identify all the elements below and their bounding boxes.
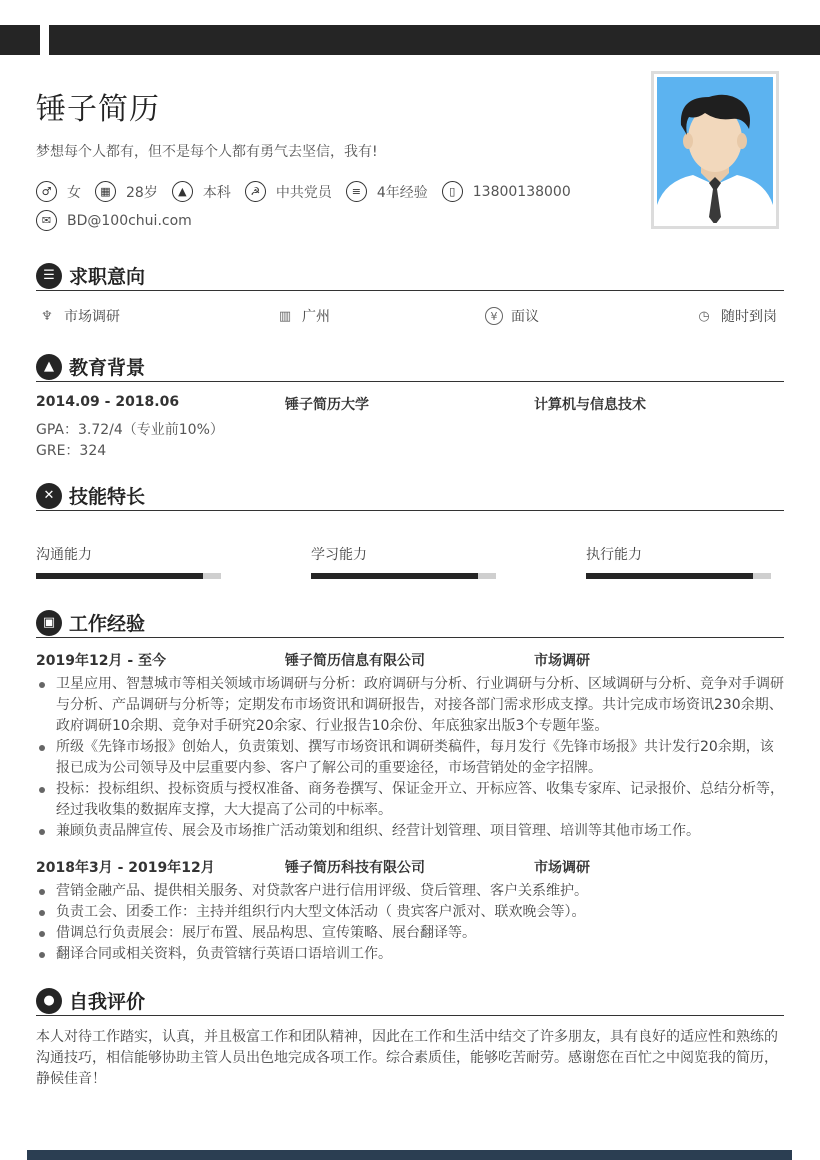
section-intent <box>36 261 784 291</box>
skill-fill <box>36 573 203 579</box>
building-icon: ▥ <box>278 308 292 324</box>
party-emblem-icon: ☭ <box>245 181 266 202</box>
work-period: 2019年12月 - 至今 <box>36 653 167 669</box>
section-work-title: 工作经验 <box>69 613 146 635</box>
section-intent-title: 求职意向 <box>69 266 146 288</box>
skill-bar <box>311 573 496 579</box>
work-role: 市场调研 <box>534 653 590 669</box>
person-icon: ● <box>36 988 62 1014</box>
info-phone <box>442 181 571 202</box>
section-skills-title: 技能特长 <box>69 486 146 508</box>
info-phone-text: 13800138000 <box>472 183 571 200</box>
intent-salary <box>485 306 539 326</box>
skill-bar <box>586 573 771 579</box>
info-email-text: BD@100chui.com <box>67 212 192 229</box>
education-major: 计算机与信息技术 <box>534 397 646 413</box>
calendar-icon: ▦ <box>95 181 116 202</box>
personal-info-row <box>36 181 585 202</box>
info-degree <box>172 181 231 202</box>
skill-label: 学习能力 <box>311 547 367 563</box>
intent-position <box>38 306 120 326</box>
work-duties-list <box>36 881 786 965</box>
toolbox-icon: ▣ <box>36 610 62 636</box>
avatar-illustration <box>657 77 773 223</box>
info-party-text: 中共党员 <box>275 184 332 201</box>
section-skills <box>36 481 784 511</box>
skill-label: 沟通能力 <box>36 547 92 563</box>
list-item: 卫星应用、智慧城市等相关领域市场调研与分析：政府调研与分析、行业调研与分析、区域调研与分析、竞争对手调研与分析、产品调研与分析等；定期发布市场资讯和调研报告，对接各部门需求形成支撑。共计完成市场资讯230余期、政府调研10余期、竞争对手研究20余家、行业报告10余份、年底独家出版3个专题年鉴。 <box>36 674 786 737</box>
top-bar-right <box>49 25 820 55</box>
gender-icon: ♂ <box>36 181 57 202</box>
list-item: 营销金融产品、提供相关服务、对贷款客户进行信用评级、贷后管理、客户关系维护。 <box>36 881 786 902</box>
motto-text: 梦想每个人都有，但不是每个人都有勇气去坚信，我有! <box>36 144 378 160</box>
intent-city <box>276 306 330 326</box>
work-company: 锤子简历科技有限公司 <box>285 860 425 876</box>
skill-label: 执行能力 <box>586 547 642 563</box>
email-row <box>36 210 206 231</box>
tools-icon: ✕ <box>36 483 62 509</box>
info-degree-text: 本科 <box>202 184 231 201</box>
info-gender-text: 女 <box>67 184 81 201</box>
intent-arrival-text: 随时到岗 <box>721 309 777 325</box>
clock-icon: ◷ <box>698 308 710 324</box>
skill-bar <box>36 573 221 579</box>
info-experience-text: 4年经验 <box>376 184 428 201</box>
skill-fill <box>586 573 753 579</box>
document-icon: ≡ <box>346 181 367 202</box>
email-icon: ✉ <box>36 210 57 231</box>
info-experience <box>346 181 428 202</box>
briefcase-icon: ☰ <box>36 263 62 289</box>
yen-icon: ¥ <box>485 307 503 325</box>
education-period: 2014.09 - 2018.06 <box>36 394 180 410</box>
info-age-text: 28岁 <box>126 184 158 201</box>
avatar <box>657 77 773 223</box>
graduation-cap-icon: ▲ <box>172 181 193 202</box>
info-email <box>36 210 192 231</box>
list-item: 负责工会、团委工作：主持并组织行内大型文体活动（ 贵宾客户派对、联欢晚会等）。 <box>36 902 786 923</box>
graduation-cap-icon: ▲ <box>36 354 62 380</box>
skill-fill <box>311 573 478 579</box>
list-item: 兼顾负责品牌宣传、展会及市场推广活动策划和组织、经营计划管理、项目管理、培训等其他市场工作。 <box>36 821 786 842</box>
list-item: 翻译合同或相关资料，负责管辖行英语口语培训工作。 <box>36 944 786 965</box>
bottom-bar <box>27 1150 792 1160</box>
phone-icon: ▯ <box>442 181 463 202</box>
intent-arrival <box>695 306 777 326</box>
education-gpa: GPA：3.72/4（专业前10%） <box>36 422 224 438</box>
list-item: 借调总行负责展会：展厅布置、展品构思、宣传策略、展台翻译等。 <box>36 923 786 944</box>
education-school: 锤子简历大学 <box>285 397 369 413</box>
list-item: 所级《先锋市场报》创始人，负责策划、撰写市场资讯和调研类稿件，每月发行《先锋市场报》共计发行20余期，该报已成为公司领导及中层重要内参、客户了解公司的重要途径，市场营销处的金字招牌。 <box>36 737 786 779</box>
section-self-evaluation <box>36 986 784 1016</box>
info-party <box>245 181 332 202</box>
info-gender <box>36 181 81 202</box>
work-role: 市场调研 <box>534 860 590 876</box>
work-company: 锤子简历信息有限公司 <box>285 653 425 669</box>
section-education <box>36 352 784 382</box>
list-item: 投标：投标组织、投标资质与授权准备、商务卷撰写、保证金开立、开标应答、收集专家库、记录报价、总结分析等，经过我收集的数据库支撑，大大提高了公司的中标率。 <box>36 779 786 821</box>
section-education-title: 教育背景 <box>69 357 146 379</box>
section-self-title: 自我评价 <box>69 991 146 1013</box>
education-gre: GRE：324 <box>36 443 107 459</box>
top-bar-left <box>0 25 40 55</box>
work-period: 2018年3月 - 2019年12月 <box>36 860 215 876</box>
self-evaluation-text: 本人对待工作踏实，认真，并且极富工作和团队精神，因此在工作和生活中结交了许多朋友，具有良好的适应性和熟练的沟通技巧，相信能够协助主管人员出色地完成各项工作。综合素质佳，能够吃苦耐劳。感谢您在百忙之中阅览我的简历，静候佳音！ <box>36 1029 778 1087</box>
info-age <box>95 181 158 202</box>
section-work <box>36 608 784 638</box>
tie-icon: ♆ <box>41 308 53 324</box>
intent-city-text: 广州 <box>302 309 330 325</box>
work-duties-list <box>36 674 786 842</box>
intent-position-text: 市场调研 <box>64 309 120 325</box>
resume-name: 锤子简历 <box>36 92 160 127</box>
profile-photo <box>651 71 779 229</box>
intent-salary-text: 面议 <box>511 309 539 325</box>
